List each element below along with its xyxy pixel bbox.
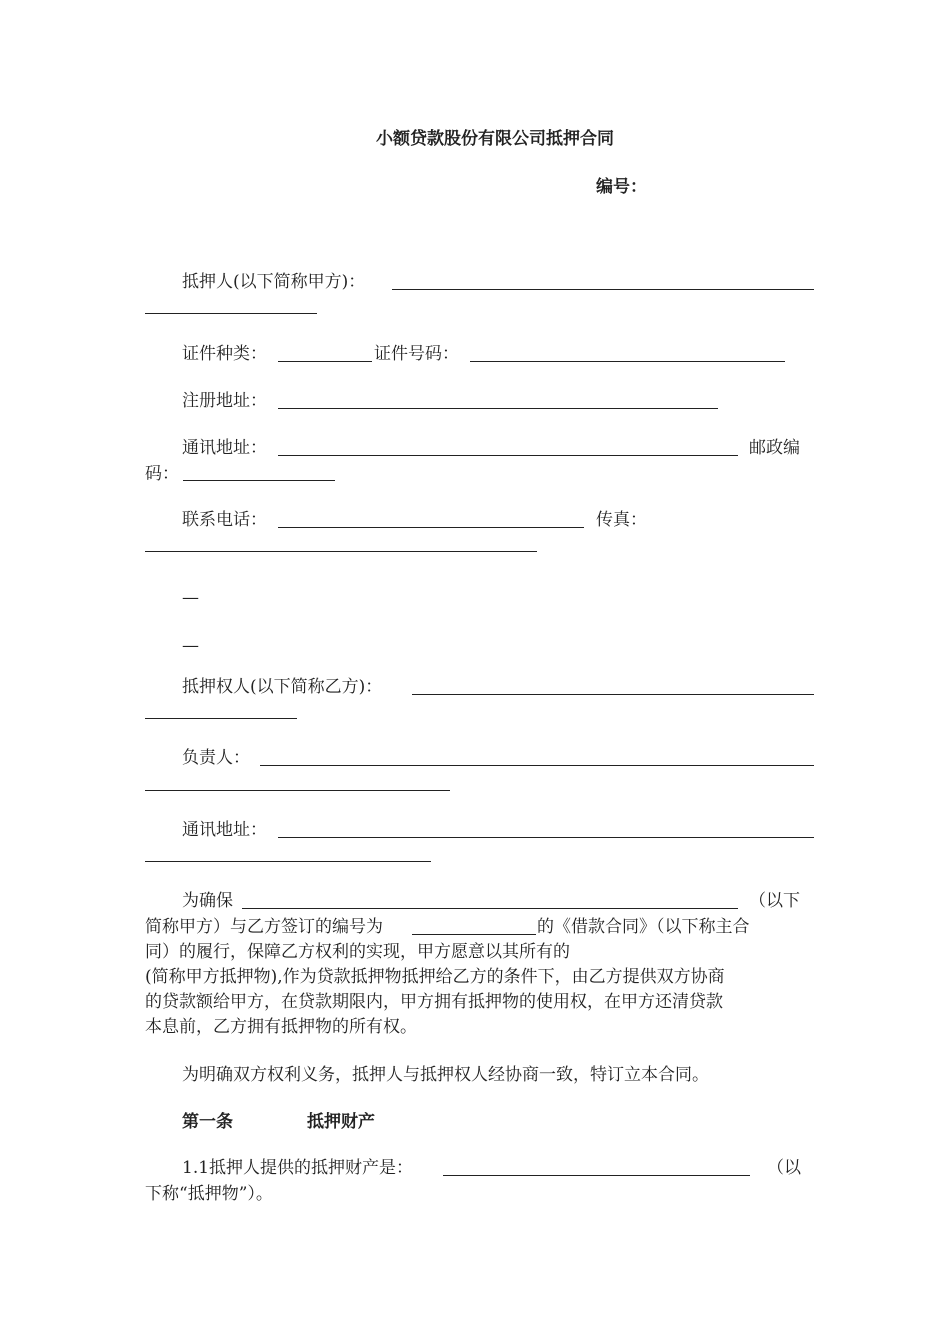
para1-line5: 的贷款额给甲方，在贷款期限内，甲方拥有抵押物的使用权，在甲方还清贷款 (145, 992, 723, 1012)
contract-number-label: 编号： (596, 177, 647, 197)
principal-field (260, 765, 814, 766)
para1-line1-end: （以下 (749, 891, 800, 911)
mail-address-field-b-cont (145, 861, 431, 862)
clause-1-1-end: （以 (767, 1158, 801, 1178)
para1-line3: 同）的履行，保障乙方权利的实现，甲方愿意以其所有的 (145, 942, 570, 962)
guarantee-target-field (242, 908, 738, 909)
clause-1-1-cont: 下称“抵押物”）。 (145, 1184, 273, 1204)
mortgagor-name-field-cont (145, 313, 317, 314)
para1-line4: (简称甲方抵押物),作为贷款抵押物抵押给乙方的条件下，由乙方提供双方协商 (145, 967, 725, 987)
fax-field (145, 551, 537, 552)
para2: 为明确双方权利义务，抵押人与抵押权人经协商一致，特订立本合同。 (182, 1065, 709, 1085)
reg-address-field (278, 408, 718, 409)
id-type-label: 证件种类： (182, 344, 267, 364)
postcode-field (183, 480, 335, 481)
clause-1-1-start: 1.1抵押人提供的抵押财产是： (182, 1158, 414, 1178)
postcode-label-1: 邮政编 (749, 438, 800, 458)
postcode-label-2: 码： (145, 464, 179, 484)
article1-number: 第一条 (182, 1112, 233, 1132)
mortgagor-label: 抵押人(以下简称甲方)： (182, 272, 366, 292)
dash-mark: — (182, 588, 199, 608)
id-number-field (470, 361, 785, 362)
mortgagee-name-field-cont (145, 718, 297, 719)
mortgagee-label: 抵押权人(以下简称乙方)： (182, 677, 383, 697)
mortgagor-name-field (392, 289, 814, 290)
mortgagee-name-field (412, 694, 814, 695)
document-title: 小额贷款股份有限公司抵押合同 (376, 129, 614, 149)
mail-address-label-a: 通讯地址： (182, 438, 267, 458)
loan-contract-number-field (412, 934, 536, 935)
article1-title: 抵押财产 (307, 1112, 375, 1132)
para1-line1-start: 为确保 (182, 891, 233, 911)
phone-field (278, 527, 584, 528)
para1-line6: 本息前，乙方拥有抵押物的所有权。 (145, 1017, 417, 1037)
dash-mark: — (182, 636, 199, 656)
mail-address-field-b (278, 837, 814, 838)
para1-line2-end: 的《借款合同》（以下称主合 (537, 917, 750, 937)
fax-label: 传真： (596, 510, 647, 530)
reg-address-label: 注册地址： (182, 391, 267, 411)
phone-label: 联系电话： (182, 510, 267, 530)
id-type-field (278, 361, 372, 362)
principal-field-cont (145, 790, 450, 791)
id-number-label: 证件号码： (374, 344, 459, 364)
para1-line2-start: 简称甲方）与乙方签订的编号为 (145, 917, 383, 937)
principal-label: 负责人： (182, 748, 250, 768)
mail-address-label-b: 通讯地址： (182, 820, 267, 840)
mail-address-field-a (278, 455, 738, 456)
mortgaged-property-field (443, 1175, 750, 1176)
